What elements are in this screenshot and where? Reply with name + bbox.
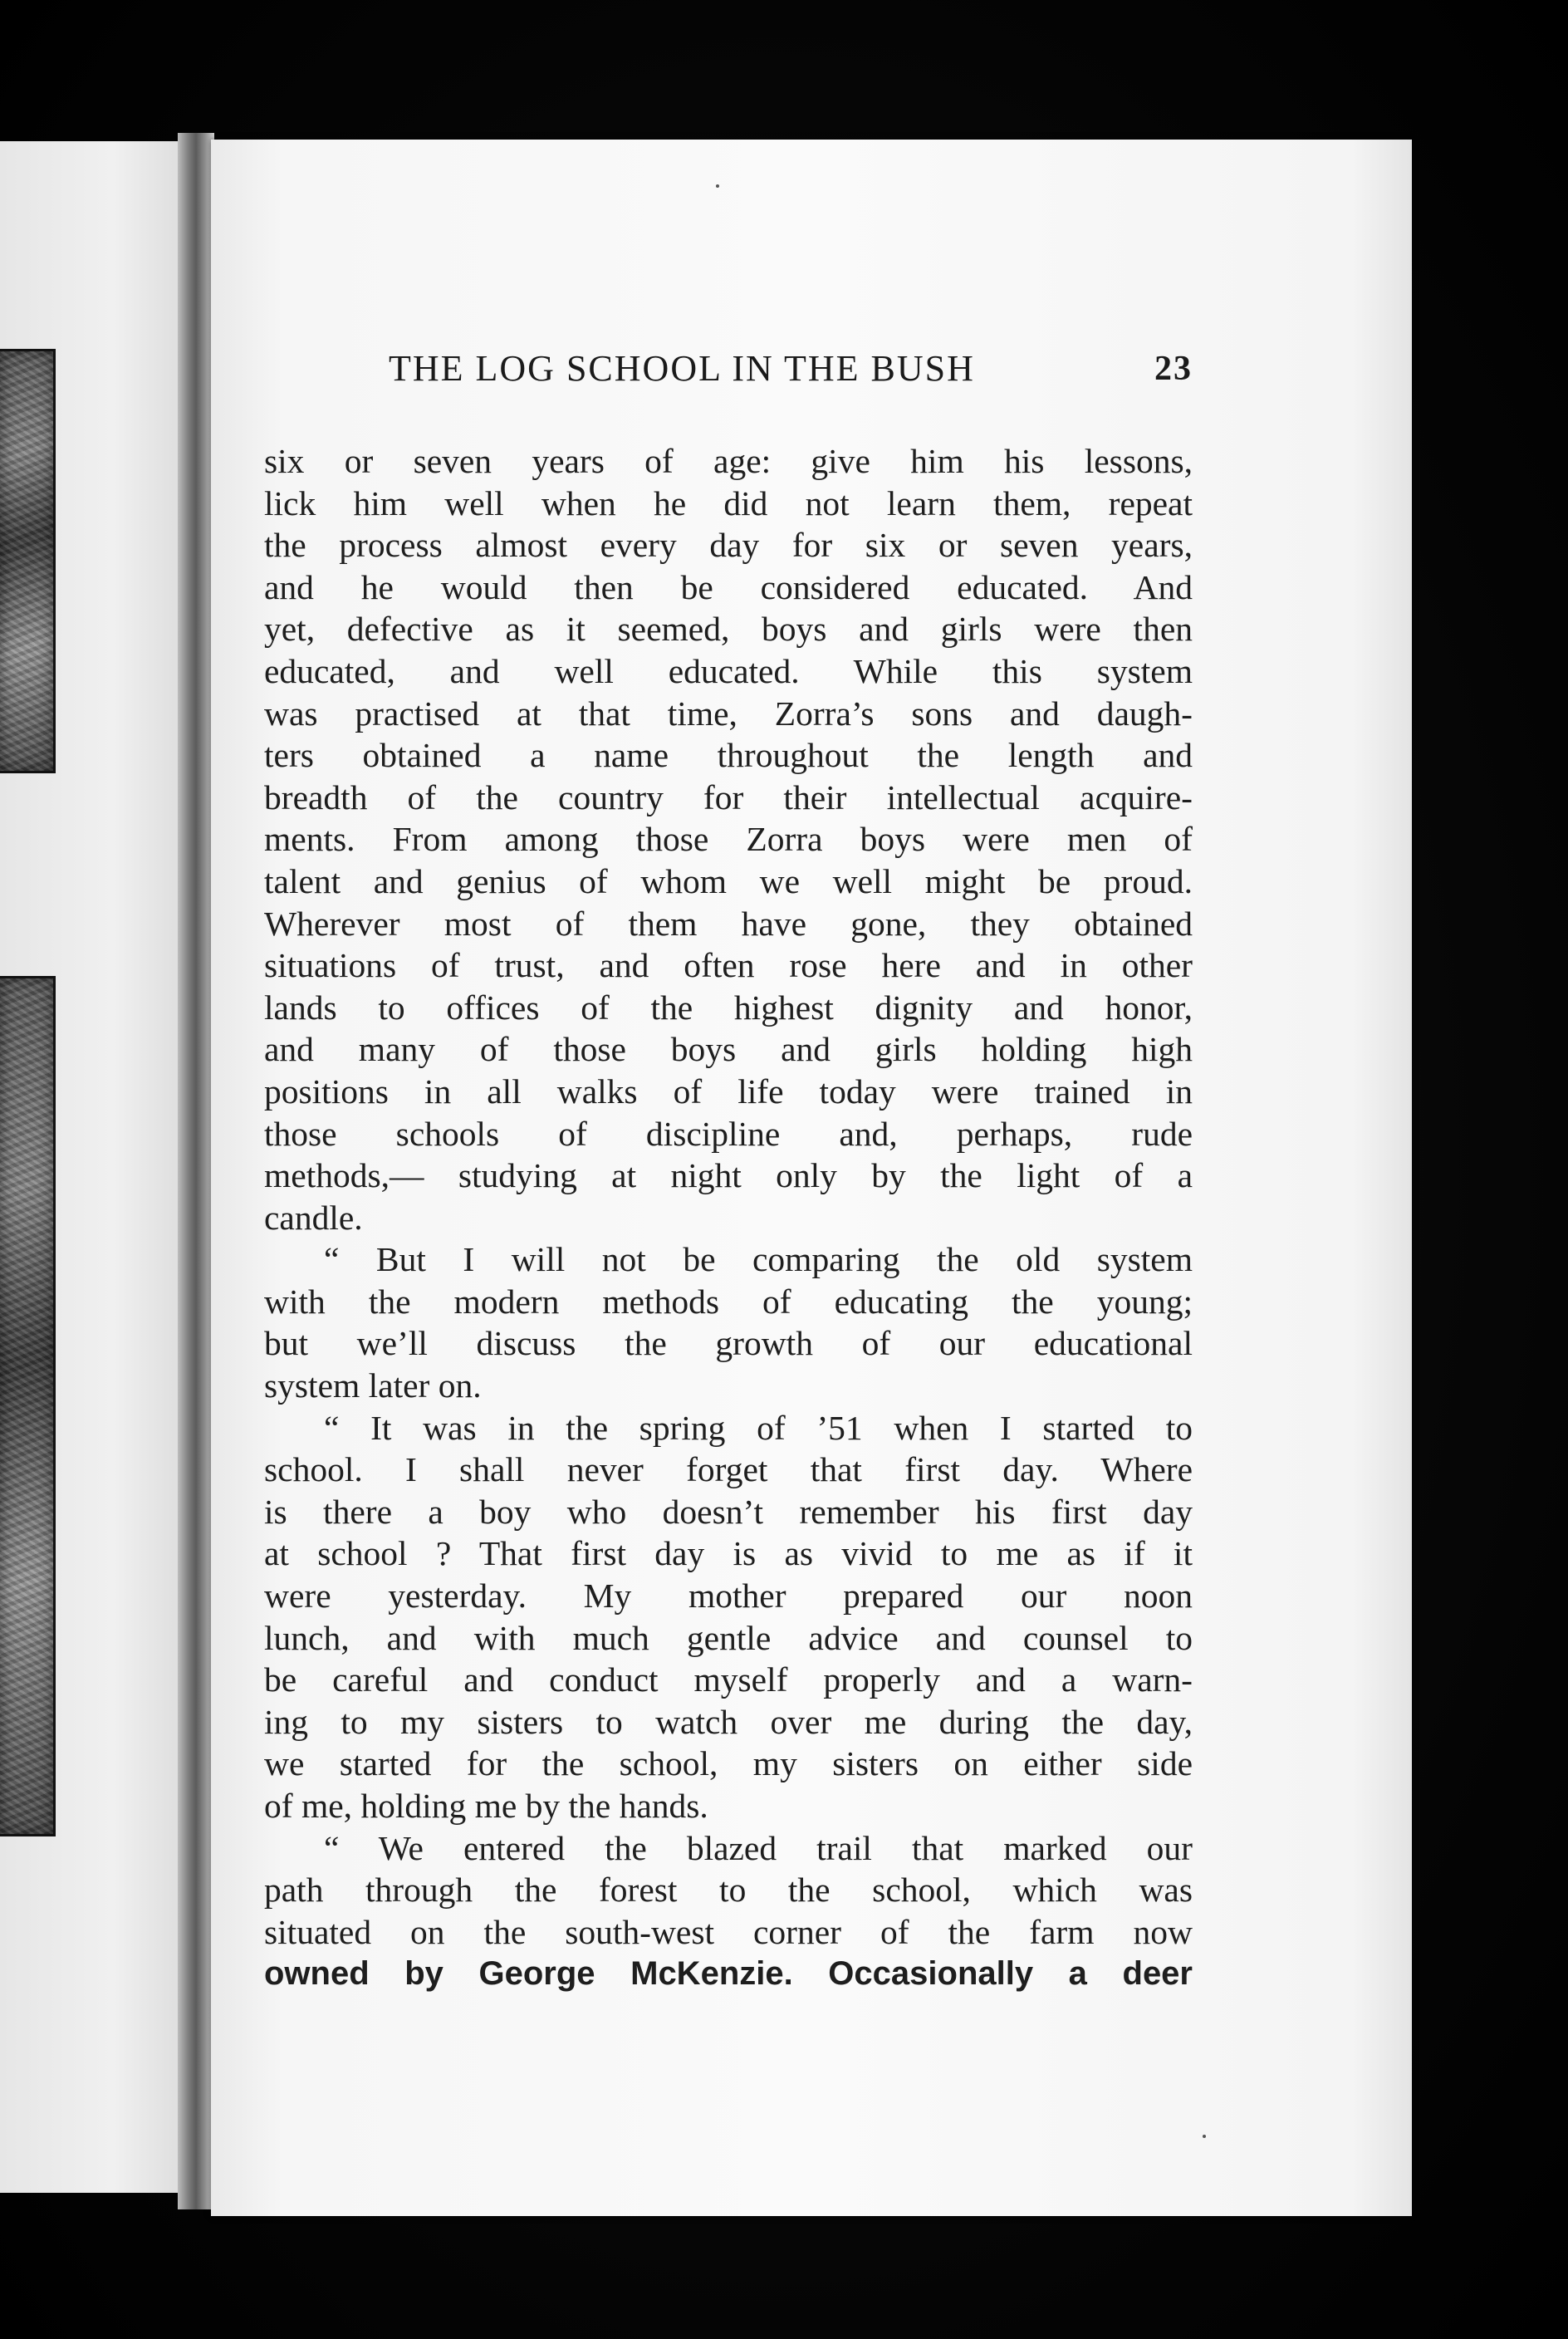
text-line: and many of those boys and girls holding high — [264, 1030, 1193, 1069]
body-text — [264, 440, 1193, 1995]
text-line: is there a boy who doesn’t remember his first day — [264, 1492, 1193, 1531]
text-line: methods,— studying at night only by the light of a — [264, 1156, 1193, 1195]
text-line: lands to offices of the highest dignity and honor, — [264, 988, 1193, 1027]
text-line: the process almost every day for six or seven years, — [264, 526, 1193, 565]
text-line: was practised at that time, Zorra’s sons and daugh- — [264, 694, 1193, 733]
paper-speck — [716, 184, 719, 188]
text-line: positions in all walks of life today were trained in — [264, 1071, 1193, 1111]
paper-speck — [1203, 2135, 1206, 2138]
facing-page-photo-top — [0, 349, 56, 773]
text-line: ing to my sisters to watch over me during the day, — [264, 1702, 1193, 1741]
text-line: “ It was in the spring of ’51 when I started to — [324, 1408, 1193, 1447]
facing-page-photo-bottom — [0, 976, 56, 1836]
text-line: lick him well when he did not learn them, repeat — [264, 483, 1193, 522]
text-line: be careful and conduct myself properly and a warn- — [264, 1660, 1193, 1699]
text-line: situations of trust, and often rose here and in other — [264, 946, 1193, 985]
text-line: breadth of the country for their intellectual acquire- — [264, 777, 1193, 816]
text-line: but we’ll discuss the growth of our educational — [264, 1324, 1193, 1363]
text-line: of me, holding me by the hands. — [264, 1787, 708, 1825]
text-line: candle. — [264, 1198, 363, 1237]
text-line: ters obtained a name throughout the length and — [264, 736, 1193, 775]
text-line: path through the forest to the school, which was — [264, 1871, 1193, 1910]
text-line: were yesterday. My mother prepared our noon — [264, 1576, 1193, 1616]
text-line: lunch, and with much gentle advice and counsel to — [264, 1618, 1193, 1657]
text-line: “ We entered the blazed trail that marked our — [324, 1828, 1193, 1867]
text-line: and he would then be considered educated. And — [264, 567, 1193, 606]
page-number: 23 — [1154, 350, 1193, 388]
text-line: six or seven years of age: give him his lessons, — [264, 442, 1193, 480]
text-line: Wherever most of them have gone, they obtained — [264, 904, 1193, 943]
text-line: ments. From among those Zorra boys were men of — [264, 820, 1193, 859]
text-line: we started for the school, my sisters on either side — [264, 1744, 1193, 1783]
running-head — [389, 347, 1203, 397]
text-line: owned by George McKenzie. Occasionally a deer — [264, 1955, 1193, 1993]
book-gutter — [178, 133, 214, 2209]
text-line: “ But I will not be comparing the old system — [324, 1240, 1193, 1279]
text-line: with the modern methods of educating the young; — [264, 1282, 1193, 1321]
text-line: educated, and well educated. While this system — [264, 651, 1193, 690]
text-line: system later on. — [264, 1366, 482, 1405]
text-line: at school ? That first day is as vivid to me as if it — [264, 1534, 1193, 1573]
text-line: talent and genius of whom we well might be proud. — [264, 861, 1193, 900]
text-line: those schools of discipline and, perhaps, rude — [264, 1114, 1193, 1153]
text-line: yet, defective as it seemed, boys and girls were then — [264, 610, 1193, 649]
running-title: THE LOG SCHOOL IN THE BUSH — [389, 348, 975, 389]
text-line: school. I shall never forget that first day. Where — [264, 1450, 1193, 1489]
text-line: situated on the south-west corner of the farm now — [264, 1912, 1193, 1951]
